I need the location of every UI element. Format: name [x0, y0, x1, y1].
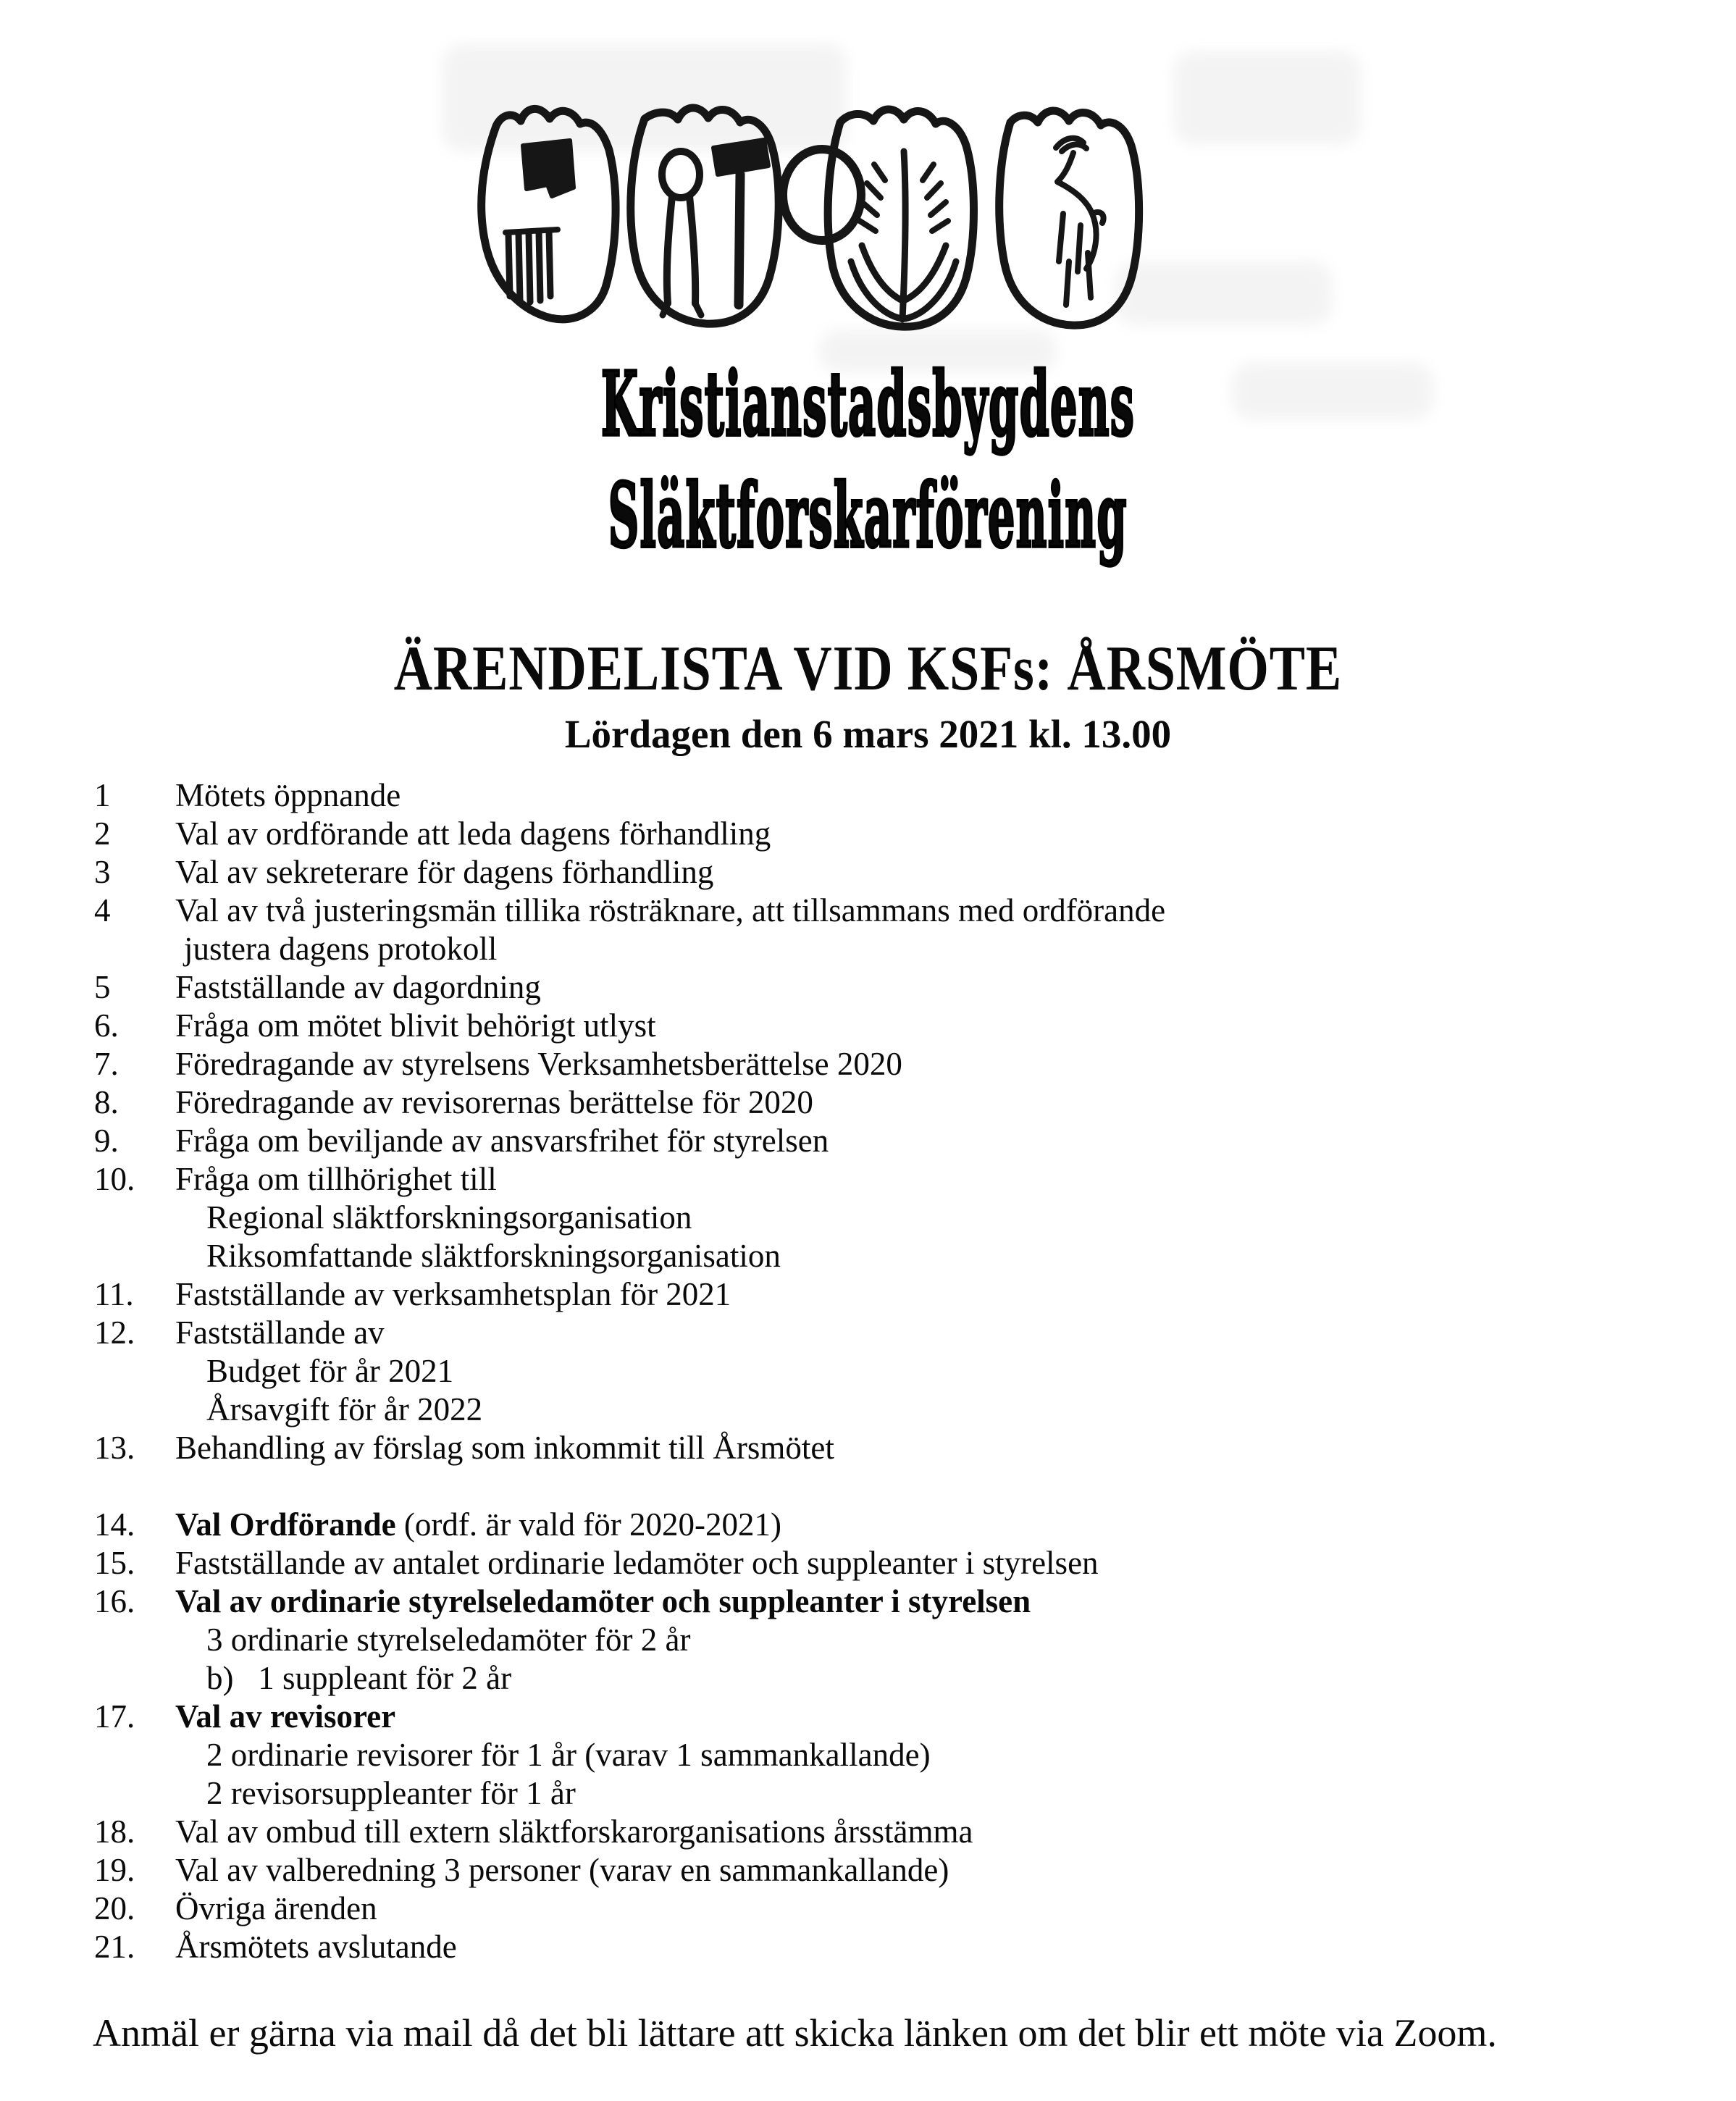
org-name-line1-text: Kristianstadsbygdens — [600, 353, 1136, 456]
society-emblem-logo — [456, 78, 1181, 333]
agenda-item-number: 20. — [94, 1890, 135, 1926]
agenda-subitem: Regional släktforskningsorganisation — [206, 1199, 692, 1236]
agenda-item-number: 12. — [94, 1314, 135, 1351]
agenda-subitem: 3 ordinarie styrelseledamöter för 2 år — [206, 1622, 691, 1658]
footer-note: Anmäl er gärna via mail då det bli lättare att skicka länken om det blir ett möte via Zoom. — [93, 2011, 1497, 2055]
agenda-item-number: 14. — [94, 1506, 135, 1543]
agenda-item — [94, 1582, 1700, 1698]
agenda-subitem: Budget för år 2021 — [206, 1353, 454, 1389]
agenda-item-number: 17. — [94, 1698, 135, 1735]
agenda-item-text: Fråga om tillhörighet till Regional släktforskningsorganisation Riksomfattande släktforskningsorganisation — [175, 1160, 1700, 1275]
agenda-item-text: Övriga ärenden — [175, 1890, 377, 1926]
agenda-item-text: Val av ombud till extern släktforskarorganisations årsstämma — [175, 1813, 973, 1850]
agenda-item-text: Val av två justeringsmän tillika rösträknare, att tillsammans med ordförande justera dagens protokoll — [175, 892, 1700, 968]
agenda-item — [94, 1851, 1700, 1890]
agenda-item — [94, 853, 1700, 892]
agenda-item — [94, 776, 1700, 815]
agenda-item-number: 18. — [94, 1813, 135, 1850]
agenda-item — [94, 1506, 1700, 1544]
agenda-item-number: 15. — [94, 1545, 135, 1581]
agenda-item — [94, 1544, 1700, 1582]
agenda-item-text: Fastställande av antalet ordinarie ledamöter och suppleanter i styrelsen — [175, 1545, 1099, 1581]
agenda-item — [94, 1122, 1700, 1160]
agenda-item-text: Årsmötets avslutande — [175, 1929, 457, 1965]
agenda-item-number: 13. — [94, 1430, 135, 1466]
agenda-item-text: Behandling av förslag som inkommit till Årsmötet — [175, 1430, 834, 1466]
agenda-subitem: 2 ordinarie revisorer för 1 år (varav 1 sammankallande) — [206, 1737, 931, 1773]
agenda-item-number: 2 — [94, 815, 111, 852]
org-name-line1 — [0, 353, 1736, 456]
org-name-line2-text: Släktforskarförening — [608, 464, 1128, 568]
agenda-item — [94, 1813, 1700, 1851]
agenda-item-number: 19. — [94, 1852, 135, 1888]
agenda-item-number: 10. — [94, 1161, 135, 1197]
agenda-subitem: b) 1 suppleant för 2 år — [206, 1660, 512, 1696]
agenda-item-continuation: justera dagens protokoll — [184, 931, 498, 967]
agenda-item — [94, 1429, 1700, 1467]
agenda-item — [94, 1045, 1700, 1083]
agenda-item-text: Val Ordförande (ordf. är vald för 2020-2021) — [175, 1506, 781, 1543]
agenda-item-text: Fråga om beviljande av ansvarsfrihet för styrelsen — [175, 1123, 829, 1159]
agenda-item-number: 8. — [94, 1084, 119, 1120]
agenda-item — [94, 1275, 1700, 1314]
page-subtitle: Lördagen den 6 mars 2021 kl. 13.00 — [564, 712, 1172, 756]
agenda-item-text: Fastställande av verksamhetsplan för 2021 — [175, 1276, 731, 1312]
page-title — [0, 636, 1736, 703]
agenda-subitem: Årsavgift för år 2022 — [206, 1391, 483, 1427]
agenda-item — [94, 1083, 1700, 1122]
agenda-item-text: Val av ordförande att leda dagens förhandling — [175, 815, 771, 852]
four-shields-icon — [456, 78, 1181, 333]
agenda-item-number: 4 — [94, 892, 111, 928]
agenda-item — [94, 1160, 1700, 1275]
agenda-item-text: Fastställande av Budget för år 2021 Årsavgift för år 2022 — [175, 1314, 1700, 1429]
agenda-item-text: Fastställande av dagordning — [175, 969, 541, 1005]
scan-noise — [1173, 51, 1362, 145]
agenda-item-text: Mötets öppnande — [175, 777, 401, 813]
agenda-item-number: 1 — [94, 777, 111, 813]
agenda-item — [94, 892, 1700, 968]
agenda-item-text: Föredragande av revisorernas berättelse för 2020 — [175, 1084, 813, 1120]
agenda-item-number: 3 — [94, 854, 111, 890]
agenda-subitem: Riksomfattande släktforskningsorganisation — [206, 1238, 781, 1274]
agenda-item — [94, 815, 1700, 853]
agenda-item-text: Val av ordinarie styrelseledamöter och suppleanter i styrelsen 3 ordinarie styrelseledamöter för 2 år b) 1 suppleant för 2 år — [175, 1582, 1700, 1698]
agenda-item-text: Val av revisorer 2 ordinarie revisorer för 1 år (varav 1 sammankallande) 2 revisorsuppleanter för 1 år — [175, 1698, 1700, 1813]
agenda-item — [94, 968, 1700, 1007]
agenda-item — [94, 1007, 1700, 1045]
agenda-item-number: 5 — [94, 969, 111, 1005]
org-name-line2 — [0, 464, 1736, 568]
agenda-item-number: 21. — [94, 1929, 135, 1965]
agenda-item-number: 16. — [94, 1583, 135, 1619]
agenda-list — [94, 776, 1700, 1966]
agenda-subitem: 2 revisorsuppleanter för 1 år — [206, 1775, 576, 1811]
agenda-item-number: 9. — [94, 1123, 119, 1159]
agenda-item-text: Fråga om mötet blivit behörigt utlyst — [175, 1007, 656, 1044]
page-title-text: ÄRENDELISTA VID KSFs: ÅRSMÖTE — [393, 634, 1343, 704]
agenda-item-text: Val av valberedning 3 personer (varav en sammankallande) — [175, 1852, 949, 1888]
agenda-item — [94, 1890, 1700, 1928]
agenda-item — [94, 1928, 1700, 1966]
agenda-item-number: 11. — [94, 1276, 134, 1312]
agenda-item-text: Val av sekreterare för dagens förhandling — [175, 854, 714, 890]
agenda-item-number: 6. — [94, 1007, 119, 1044]
agenda-item-text: Föredragande av styrelsens Verksamhetsberättelse 2020 — [175, 1046, 902, 1082]
agenda-item — [94, 1698, 1700, 1813]
agenda-item — [94, 1314, 1700, 1429]
agenda-item-number: 7. — [94, 1046, 119, 1082]
